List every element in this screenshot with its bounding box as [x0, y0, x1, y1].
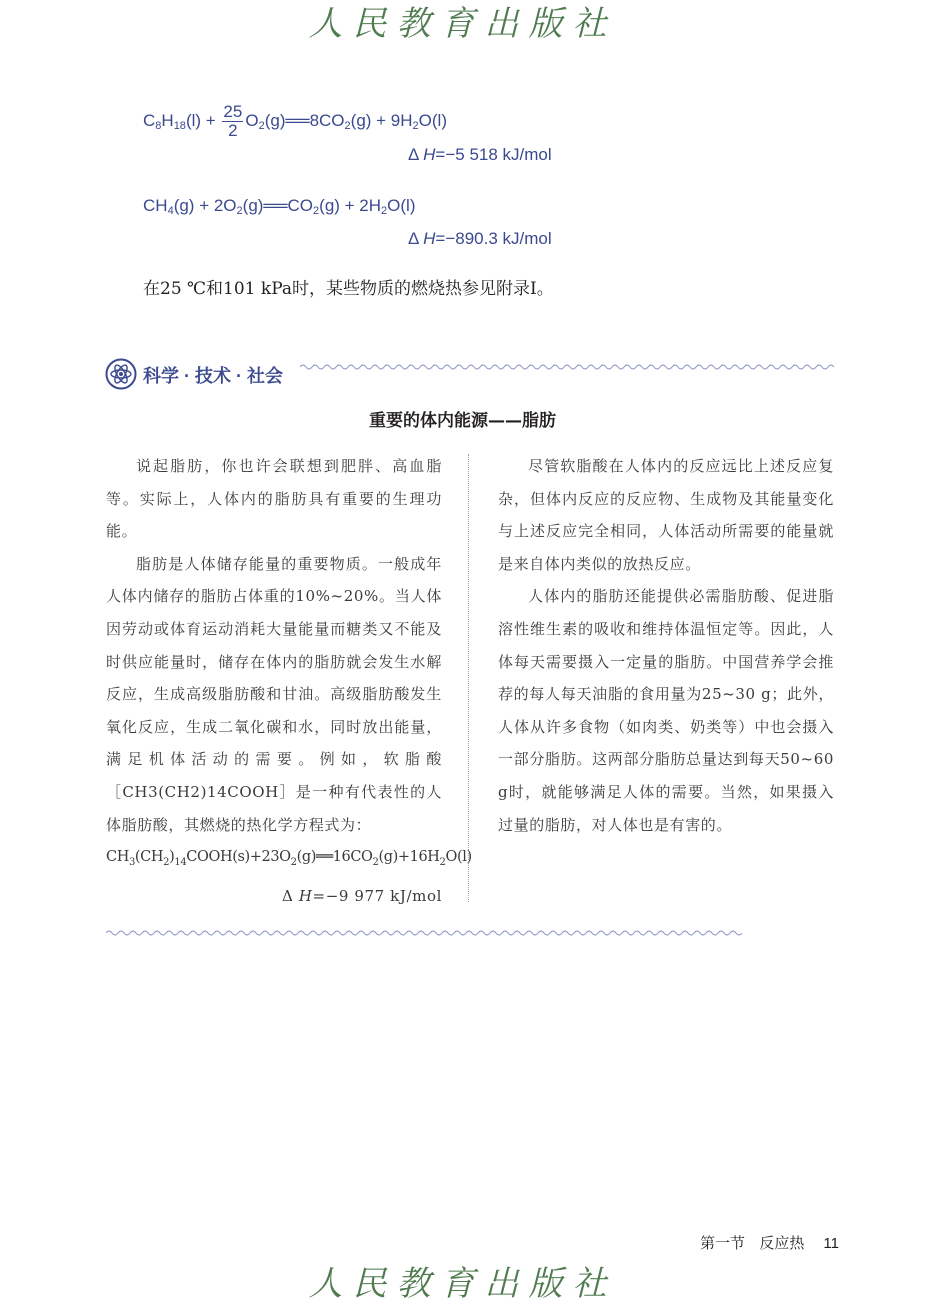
left-column: [106, 450, 472, 912]
column-divider: [468, 454, 469, 902]
right-column: [498, 450, 834, 841]
left-paragraph-2: 脂肪是人体储存能量的重要物质。一般成年人体内储存的脂肪占体重的10%~20%。当人体因劳动或体育运动消耗大量能量而糖类又不能及时供应能量时，储存在体内的脂肪就会发生水解反应，生成高级脂肪酸和甘油。高级脂肪酸发生氧化反应，生成二氧化碳和水，同时放出能量，满足机体活动的需要。例如，软脂酸［CH3(CH2)14COOH］是一种有代表性的人体脂肪酸，其燃烧的热化学方程式为：: [106, 554, 442, 834]
delta-h-octane: Δ H=−5 518 kJ/mol: [408, 145, 552, 164]
atom-icon: [105, 358, 137, 390]
section-wave-divider: [300, 362, 834, 372]
footer-chapter-label: 反应热: [759, 1234, 805, 1252]
right-paragraph-1: 尽管软脂酸在人体内的反应远比上述反应复杂，但体内反应的反应物、生成物及其能量变化与上述反应完全相同，人体活动所需要的能量就是来自体内类似的放热反应。: [498, 457, 834, 573]
right-paragraph-2: 人体内的脂肪还能提供必需脂肪酸、促进脂溶性维生素的吸收和维持体温恒定等。因此，人体每天需要摄入一定量的脂肪。中国营养学会推荐的每人每天油脂的食用量为25~30 g；此外，人体从许多食物（如肉类、奶类等）中也会摄入一部分脂肪。这两部分脂肪总量达到每天50~60 g时，就能够满足人体的需要。当然，如果摄入过量的脂肪，对人体也是有害的。: [498, 587, 834, 834]
footer-section-label: 第一节: [700, 1234, 746, 1252]
palmitic-acid-equation: $CH_3(CH_2)_{14}COOH(s)+23O_2(g)══16CO_2(g)+16H_2O(l)$: [106, 849, 472, 869]
equation-methane: $CH_4(g)$ + $2O_2(g)══CO_2(g) + 2H_2O(l)$: [143, 196, 416, 217]
equation-octane: $C_8H_{18}(l)$ + $\frac{25}{2}$ $O_2(g)══8CO_2(g) + 9H_2O(l)$: [143, 102, 447, 140]
section-title: 科学 · 技术 · 社会: [143, 366, 283, 386]
publisher-logo: 人民教育出版社: [308, 4, 617, 44]
fraction: $\frac{25}{2}$: [223, 102, 243, 140]
page-number: 11: [823, 1235, 839, 1252]
footer-running-head: [700, 1232, 839, 1253]
delta-h-methane: Δ H=−890.3 kJ/mol: [408, 229, 552, 248]
left-paragraph-1: 说起脂肪，你也许会联想到肥胖、高血脂等。实际上，人体内的脂肪具有重要的生理功能。: [106, 457, 442, 541]
bottom-wave-divider: [106, 928, 834, 938]
appendix-note: 在25 ℃和101 kPa时，某些物质的燃烧热参见附录Ⅰ。: [143, 279, 554, 299]
publisher-logo-footer: 人民教育出版社: [308, 1264, 617, 1304]
delta-h-palmitic: Δ H=−9 977 kJ/mol: [282, 886, 442, 905]
article-title: 重要的体内能源——脂肪: [369, 411, 556, 431]
